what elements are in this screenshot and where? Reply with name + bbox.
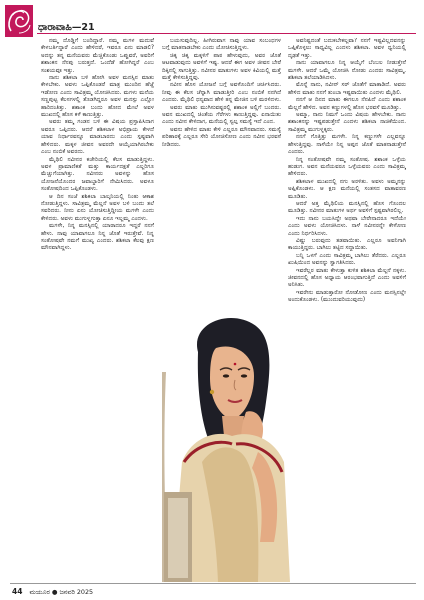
article-column-middle <box>162 38 281 304</box>
section-title: ಧಾರಾವಾಹಿ—21 <box>38 22 95 33</box>
page-footer <box>12 587 93 597</box>
footer-divider <box>10 583 416 584</box>
article-paragraph: ಅವರು ತಮ್ಮ ಗಂಡನ ಬಳಿ ಈ ವಿಷಯ ಪ್ರಸ್ತಾಪಿಸಿದಾಗ ಅವರೂ ಒಪ್ಪಿದರು. ಆದರೆ ಶಶಿಕಲಾಳ ಅಭಿಪ್ರಾಯ ಕೇಳದೆ ಯಾವ ನಿರ್ಧಾರವನ್ನೂ ಮಾಡಬಾರದು ಎಂದು ಸ್ಪಷ್ಟವಾಗಿ ಹೇಳಿದರು. ಮಕ್ಕಳ ಜೀವನ ಅವರದೇ ಆಯ್ಕೆಯಾಗಿರಬೇಕು ಎಂಬ ನಂಬಿಕೆ ಅವರದು. <box>41 119 154 156</box>
article-paragraph: ಅವನಿಷ್ಟದಂತೆ ಬದುಕಬೇಕಲ್ಲವಾ? ನನಗೆ ಇಷ್ಟವಿಲ್ಲದವನನ್ನು ಒಪ್ಪಿಕೊಳ್ಳಲು ಸಾಧ್ಯವಿಲ್ಲ ಎಂದಳು ಶಶಿಕಲಾ. ಅವಳ ಧ್ವನಿಯಲ್ಲಿ ದೃಢತೆ ಇತ್ತು. <box>288 38 406 59</box>
article-paragraph: ವಿಷ್ಣು ಬರುವುದು ತಡವಾಯಿತು. ಎಲ್ಲರೂ ಅವನಿಗಾಗಿ ಕಾಯುತ್ತಿದ್ದರು. ಬಾಗಿಲು ತಟ್ಟಿದ ಸದ್ದಾಯಿತು. <box>288 237 406 252</box>
article-paragraph: ಇವರೇನು ಮಾಡುತ್ತಾರೋ ನೋಡೋಣ ಎಂದು ಮನಸ್ಸಿನಲ್ಲೇ ಅಂದುಕೊಂಡಳು. (ಮುಂದುವರಿಯುವುದು) <box>288 289 406 304</box>
article-paragraph: ಇದು ನಾನು ಬಯಸಿದ್ದೇ ಅಥವಾ ಬೇರೇನಾದರೂ ಇದೆಯೇ ಎಂದು ಅವಳು ಯೋಚಿಸಿದಳು. ನಾಳೆ ನವೀನರನ್ನೇ ಕೇಳೋಣ ಎಂದು ನಿರ್ಧರಿಸಿದಳು. <box>288 215 406 237</box>
article-paragraph: ನವೀನ ಹೊಸ ಯೋಜನೆ ಬಗ್ಗೆ ಅವಳೊಂದಿಗೆ ಚರ್ಚಿಸಿದರು. ನೀವು ಈ ಕೆಲಸ ಚೆನ್ನಾಗಿ ಮಾಡುತ್ತೀರಿ ಎಂಬ ನಂಬಿಕೆ ನನಗಿದೆ ಎಂದರು. ಮೈಥಿಲಿ ಧನ್ಯವಾದ ಹೇಳಿ ತನ್ನ ಮೇಜಿನ ಬಳಿ ಮರಳಿದಳು. <box>162 82 281 104</box>
article-column-left <box>41 38 154 580</box>
article-paragraph: ಮೊನ್ನೆ ನಾನು, ನವೀನ್ ಸರ್ ಜೊತೆಗೆ ಮಾತಾಡಿದೆ. ಅವರು ಹೇಳಿದ ಮಾತು ನನಗೆ ತುಂಬಾ ಇಷ್ಟವಾಯಿತು ಎಂದಳು ಮೈಥಿಲಿ. <box>288 82 406 96</box>
issue-info: ಮಯೂರ ● ಜನವರಿ 2025 <box>29 588 94 596</box>
article-paragraph: ಬನ್ನಿ ಒಳಗೆ ಎಂದು ಸಾವಿತ್ರಮ್ಮ ಬಾಗಿಲು ತೆರೆದರು. ಎಲ್ಲರೂ ಖುಷಿಯಿಂದ ಅವನನ್ನು ಸ್ವಾಗತಿಸಿದರು. <box>288 252 406 267</box>
page-number: 44 <box>12 587 23 596</box>
article-paragraph: ಮಗಳೇ, ನಿನ್ನ ಮನಸ್ಸಿನಲ್ಲಿ ಯಾರಾದರೂ ಇದ್ದರೆ ನನಗೆ ಹೇಳು. ನಾವು ಯಾವಾಗಲೂ ನಿನ್ನ ಜೊತೆ ಇರುತ್ತೇವೆ. ನಿನ್ನ ಸಂತೋಷವೇ ನಮಗೆ ಮುಖ್ಯ ಎಂದರು. ಶಶಿಕಲಾ ಕೆಲವು ಕ್ಷಣ ಮೌನವಾಗಿದ್ದಳು. <box>41 223 154 252</box>
article-paragraph: ನಾನು ಶಶಿಕಲಾ ಬಳಿ ಹೋಗಿ ಅವಳ ಮನಸ್ಸಿನ ಮಾತು ಕೇಳಬೇಕು. ಅವಳು ಒಪ್ಪಿಕೊಂಡರೆ ಮಾತ್ರ ಮುಂದಿನ ಹೆಜ್ಜೆ ಇಡೋಣ ಎಂದು ಸಾವಿತ್ರಮ್ಮ ಯೋಚಿಸಿದರು. ಮಗಳು ಮನೆಯ ಸಣ್ಣಪುಟ್ಟ ಕೆಲಸಗಳಲ್ಲಿ ತೊಡಗಿದ್ದರೂ ಅವಳ ಮನಸ್ಸು ಎಲ್ಲೋ ಹಾರಿದಂತಿತ್ತು. ಶಶಾಂಕ ಬಂದು ಹೋದ ಮೇಲೆ ಅವಳ ಮುಖದಲ್ಲಿ ಹೊಸ ಕಳೆ ಕಾಣುತ್ತಿತ್ತು. <box>41 75 154 119</box>
article-paragraph: ಶಶಿಕಲಾಳ ಮುಖದಲ್ಲಿ ನಗು ಅರಳಿತು. ಅವಳು ಅಮ್ಮನನ್ನು ಅಪ್ಪಿಕೊಂಡಳು. ಆ ಕ್ಷಣ ಮನೆಯಲ್ಲಿ ಸಂತಸದ ವಾತಾವರಣ ಮೂಡಿತು. <box>288 178 406 200</box>
article-paragraph: ಅವನು ಹೇಳಿದ ಮಾತು ಕೇಳಿ ಎಲ್ಲರೂ ಮೌನವಾದರು. ಸಮಸ್ಯೆ ಪರಿಹಾರಕ್ಕೆ ಎಲ್ಲರೂ ಸೇರಿ ಯೋಚಿಸೋಣ ಎಂದು ನವೀನ ಭರವಸೆ ನೀಡಿದರು. <box>162 126 281 148</box>
swirl-logo-icon <box>5 5 33 37</box>
article-paragraph: ನಾನು ಯಾವಾಗಲೂ ನಿನ್ನ ಆಯ್ಕೆಗೆ ಬೆಂಬಲ ನೀಡುತ್ತೇನೆ ಮಗಳೇ. ಆದರೆ ಒಮ್ಮೆ ಯೋಚಿಸಿ ನೋಡು ಎಂದರು ಸಾವಿತ್ರಮ್ಮ. ಶಶಿಕಲಾ ತಲೆಯಾಡಿಸಿದಳು. <box>288 60 406 82</box>
article-paragraph: ಆ ದಿನ ಸಂಜೆ ಶಶಿಕಲಾ ಬಾಲ್ಕನಿಯಲ್ಲಿ ನಿಂತು ಆಕಾಶ ನೋಡುತ್ತಿದ್ದಳು. ಸಾವಿತ್ರಮ್ಮ ಮೆಲ್ಲನೆ ಅವಳ ಬಳಿ ಬಂದು ತಲೆ ಸವರಿದರು. ನೀನು ಏನು ಯೋಚಿಸುತ್ತಿದ್ದೀಯ ಮಗಳೇ ಎಂದು ಕೇಳಿದರು. ಅವಳು ಮುಗುಳ್ನಗುತ್ತಾ ಏನೂ ಇಲ್ಲಮ್ಮ ಎಂದಳು. <box>41 193 154 222</box>
article-paragraph: ಬಯಸುವುದಿಲ್ಲ. ಹೀಗಿರುವಾಗ ನಾವು ಯಾವ ಸಂಬಂಧಗಳ ಬಗ್ಗೆ ಮಾತನಾಡಬೇಕು ಎಂದು ಯೋಚಿಸುತ್ತಿದ್ದಳು. <box>162 38 281 52</box>
magazine-logo <box>5 5 33 37</box>
article-paragraph: ಆದರೆ ಅತ್ತ ಮೈಥಿಲಿಯ ಮನಸ್ಸಿನಲ್ಲಿ ಹೊಸ ಗೊಂದಲ ಮೂಡಿತ್ತು. ನವೀನರ ಮಾತುಗಳ ಅರ್ಥ ಅವಳಿಗೆ ಸ್ಪಷ್ಟವಾಗಿರಲಿಲ್ಲ. <box>288 200 406 215</box>
article-paragraph: ಇವರೆಲ್ಲರ ಮಾತು ಕೇಳುತ್ತಾ ಕುಳಿತ ಶಶಿಕಲಾ ಮೆಲ್ಲನೆ ನಕ್ಕಳು. ಜೀವನದಲ್ಲಿ ಹೊಸ ಅಧ್ಯಾಯ ಆರಂಭವಾಗುತ್ತಿದೆ ಎಂದು ಅವಳಿಗೆ ಅನಿಸಿತು. <box>288 267 406 289</box>
header-divider <box>37 33 416 34</box>
woman-illustration <box>162 312 290 582</box>
article-paragraph: ನನಗೆ ಗೊತ್ತಿತ್ತು ಮಗಳೇ. ನಿನ್ನ ಕಣ್ಣುಗಳೇ ಎಲ್ಲವನ್ನೂ ಹೇಳುತ್ತಿದ್ದವು. ನಾಳೆಯೇ ನಿನ್ನ ಅಪ್ಪನ ಜೊತೆ ಮಾತನಾಡುತ್ತೇನೆ ಎಂದರು. <box>288 134 406 156</box>
article-paragraph: ಮೈಥಿಲಿ ನವೀನರ ಕಚೇರಿಯಲ್ಲಿ ಕೆಲಸ ಮಾಡುತ್ತಿದ್ದಳು. ಅವಳ ಪ್ರಾಮಾಣಿಕತೆ ಮತ್ತು ಕಾರ್ಯದಕ್ಷತೆ ಎಲ್ಲರಿಗೂ ಮೆಚ್ಚುಗೆಯಾಗಿತ್ತು. ನವೀನರು ಅವಳನ್ನು ಹೊಸ ಯೋಜನೆಯೊಂದರ ಜವಾಬ್ದಾರಿಗೆ ನೇಮಿಸಿದರು. ಅವಳೂ ಸಂತೋಷದಿಂದ ಒಪ್ಪಿಕೊಂಡಳು. <box>41 156 154 193</box>
article-paragraph: ನಿನ್ನ ಸಂತೋಷವೇ ನಮ್ಮ ಸಂತೋಷ. ಶಶಾಂಕ ಒಳ್ಳೆಯ ಹುಡುಗ. ಅವನ ಮನೆಯವರೂ ಒಳ್ಳೆಯವರು ಎಂದು ಸಾವಿತ್ರಮ್ಮ ಹೇಳಿದರು. <box>288 156 406 178</box>
article-column-right <box>288 38 406 580</box>
article-paragraph: ಅವರು ಮಾತು ಮುಗಿಸುವಷ್ಟರಲ್ಲಿ ಶಶಾಂಕ ಅಲ್ಲಿಗೆ ಬಂದರು. ಅವನ ಮುಖದಲ್ಲಿ ಚಿಂತೆಯ ಗೆರೆಗಳು ಕಾಣುತ್ತಿದ್ದವು. ಏನಾಯಿತು ಎಂದು ನವೀನ ಕೇಳಿದಾಗ, ಮನೆಯಲ್ಲಿ ಸ್ವಲ್ಪ ಸಮಸ್ಯೆ ಇದೆ ಎಂದ. <box>162 104 281 126</box>
article-paragraph: ಚಿಕ್ಕ ಚಿಕ್ಕ ಮಕ್ಕಳಿಗೆ ಪಾಠ ಹೇಳುವುದು, ಅವರ ಜೊತೆ ಆಟವಾಡುವುದು ಅವಳಿಗೆ ಇಷ್ಟ. ಆದರೆ ಈಗ ಅವಳ ಜೀವನ ಬೇರೆ ದಿಕ್ಕಿನಲ್ಲಿ ಸಾಗುತ್ತಿತ್ತು. ನವೀನರ ಮಾತುಗಳು ಅವಳ ಕಿವಿಯಲ್ಲಿ ಮತ್ತೆ ಮತ್ತೆ ಕೇಳಿಸುತ್ತಿದ್ದವು. <box>162 52 281 82</box>
article-paragraph: ನನಗೆ ಆ ದಿನದ ಮಾತು ಈಗಲೂ ನೆನಪಿದೆ ಎಂದು ಶಶಾಂಕ ಮೆಲ್ಲನೆ ಹೇಳಿದ. ಅವನ ಕಣ್ಣುಗಳಲ್ಲಿ ಹೊಸ ಭರವಸೆ ಮೂಡಿತ್ತು. <box>288 97 406 111</box>
article-paragraph: ಅಮ್ಮಾ, ನಾನು ನಿಮಗೆ ಒಂದು ವಿಷಯ ಹೇಳಬೇಕು. ನಾನು ಶಶಾಂಕನನ್ನು ಇಷ್ಟಪಡುತ್ತೇನೆ ಎಂದಳು ಶಶಿಕಲಾ ನಾಚಿಕೆಯಿಂದ. ಸಾವಿತ್ರಮ್ಮ ಮುಗುಳ್ನಕ್ಕರು. <box>288 112 406 133</box>
article-paragraph: ನಮ್ಮ ದೊಡ್ಡಿಗೆ ಬಂದಿದ್ದಾರೆ. ನಮ್ಮ ಮಗಳ ಮದುವೆ ಕೇಳಬರ್ತಿದ್ದಾರೆ ಎಂದು ಹೇಳಿದರೆ, ಇವರೂ ಏನು ಮಾಡಲಿ? ಅದನ್ನು ತನ್ನ ಮನೆಯವರು ಮೆಚ್ಚಿಕೊಂಡು ಒಪ್ಪುವರೆ, ಅವರಿಗೆ ಶಶಾಂಕನ ನೆನಪು ಬರುತ್ತದೆ. ಒಂದೆಡೆ ಹೋಗಿದ್ದರೆ ಎಂಬ ಸಂಶಯವೂ ಇತ್ತು. <box>41 38 154 74</box>
